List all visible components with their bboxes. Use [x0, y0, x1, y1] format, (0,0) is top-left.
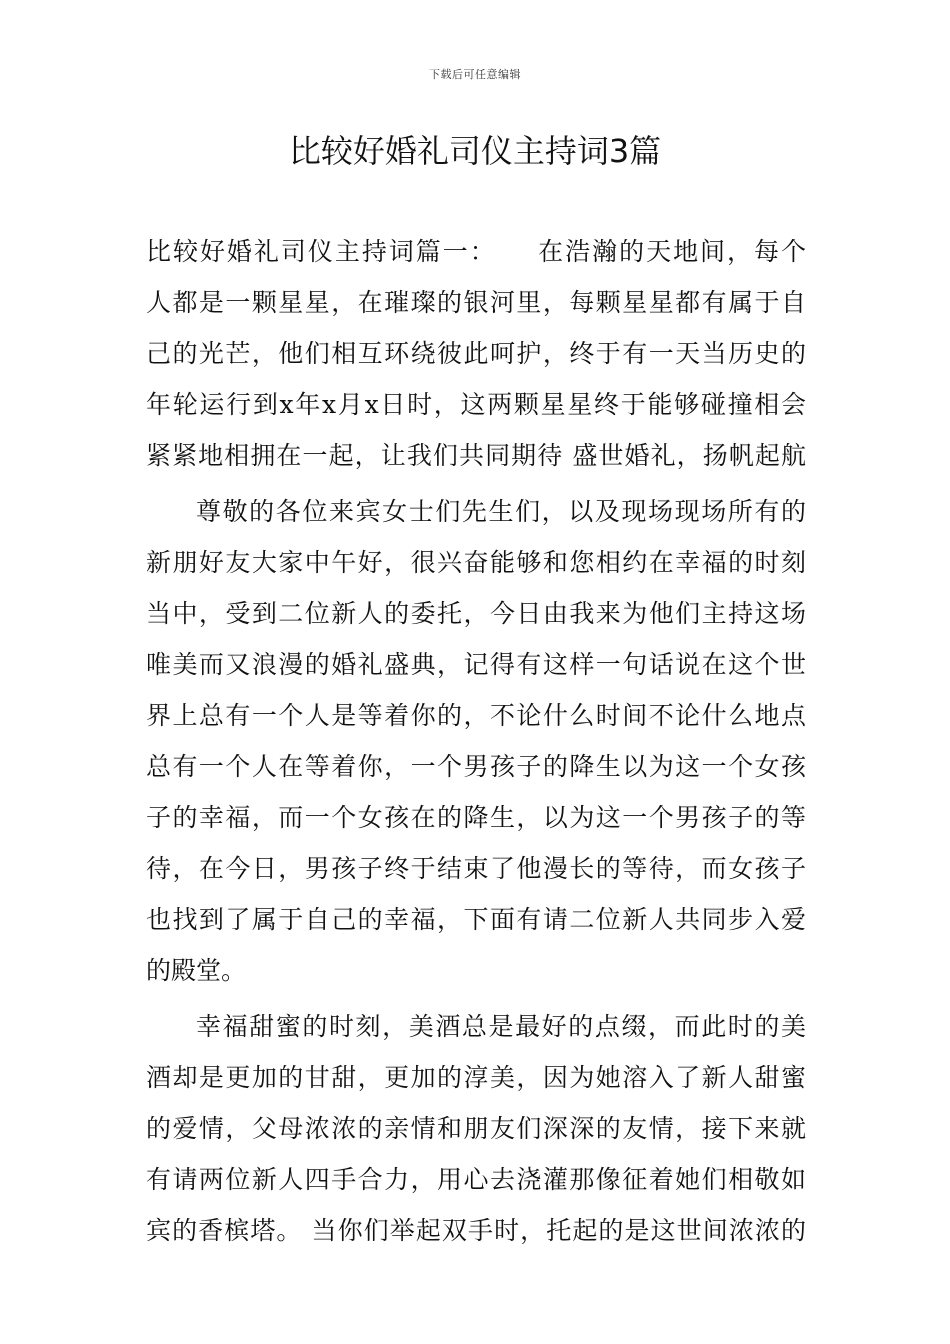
text-line: 子的幸福，而一个女孩在的降生，以为这一个男孩子的等 [146, 803, 806, 832]
text-line: 宾的香槟塔。 当你们举起双手时，托起的是这世间浓浓的 [146, 1216, 806, 1245]
text-line: 酒却是更加的甘甜，更加的淳美，因为她溶入了新人甜蜜 [146, 1063, 806, 1092]
text-line: 当中，受到二位新人的委托，今日由我来为他们主持这场 [146, 599, 806, 628]
text-line: 年轮运行到x年x月x日时，这两颗星星终于能够碰撞相会 [146, 390, 806, 419]
document-body [146, 226, 806, 1256]
paragraph [146, 486, 806, 996]
header-note: 下载后可任意编辑 [429, 68, 521, 81]
text-line: 待，在今日，男孩子终于结束了他漫长的等待，而女孩子 [146, 854, 806, 883]
paragraph [146, 226, 806, 481]
text-line: 的爱情，父母浓浓的亲情和朋友们深深的友情，接下来就 [146, 1114, 806, 1143]
text-line: 新朋好友大家中午好，很兴奋能够和您相约在幸福的时刻 [146, 548, 806, 577]
text-line: 紧紧地相拥在一起，让我们共同期待 盛世婚礼，扬帆起航 [146, 441, 806, 470]
text-line: 幸福甜蜜的时刻，美酒总是最好的点缀，而此时的美 [196, 1012, 806, 1041]
text-line: 比较好婚礼司仪主持词篇一： 在浩瀚的天地间，每个 [146, 237, 806, 266]
document-title: 比较好婚礼司仪主持词3篇 [288, 132, 662, 170]
paragraph [146, 1001, 806, 1256]
text-line: 己的光芒，他们相互环绕彼此呵护，终于有一天当历史的 [146, 339, 806, 368]
text-line: 界上总有一个人是等着你的，不论什么时间不论什么地点 [146, 701, 806, 730]
text-line: 人都是一颗星星，在璀璨的银河里，每颗星星都有属于自 [146, 288, 806, 317]
text-line: 尊敬的各位来宾女士们先生们，以及现场现场所有的 [196, 497, 806, 526]
text-line: 唯美而又浪漫的婚礼盛典，记得有这样一句话说在这个世 [146, 650, 806, 679]
text-line: 总有一个人在等着你，一个男孩子的降生以为这一个女孩 [146, 752, 806, 781]
text-line: 也找到了属于自己的幸福，下面有请二位新人共同步入爱 [146, 905, 806, 934]
text-line: 的殿堂。 [146, 956, 247, 985]
text-line: 有请两位新人四手合力，用心去浇灌那像征着她们相敬如 [146, 1165, 806, 1194]
